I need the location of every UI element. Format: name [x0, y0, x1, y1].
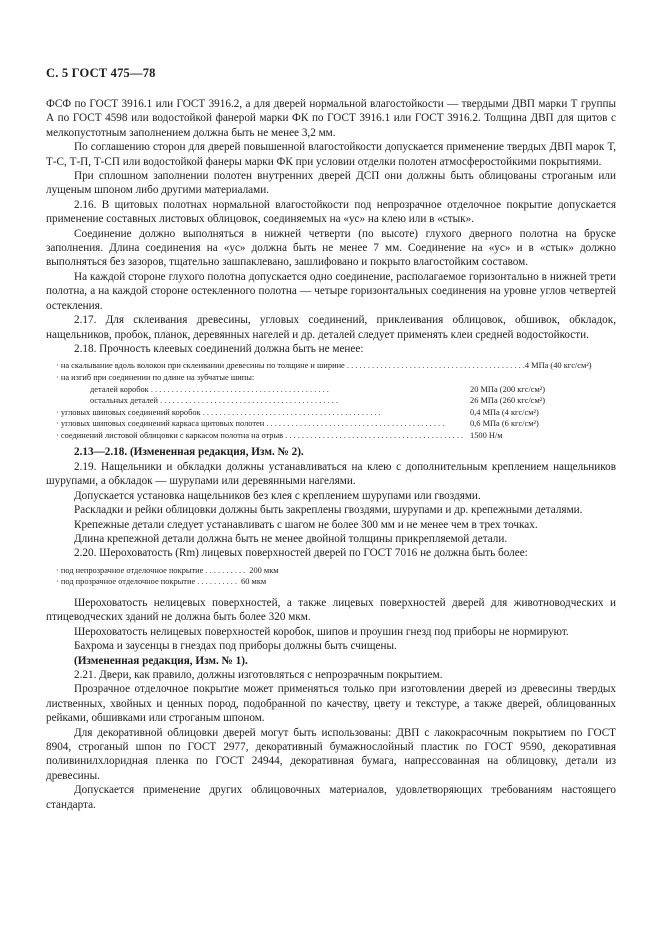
- strength-label: остальных деталей: [90, 396, 158, 406]
- strength-value: 4 МПа (40 кгс/см²): [524, 361, 592, 371]
- paragraph: Шероховатость нелицевых поверхностей коробок, шипов и проушин гнезд под приборы не нормируют.: [74, 625, 569, 638]
- dot-leader: . . . . . . . . . .: [195, 577, 238, 587]
- dot-leader: . . . . . . . . . . . . . . . . . . . . . . . . . . . . . . . . . . . . . . . . . . .: [148, 384, 329, 394]
- paragraph: 2.16. В щитовых полотнах нормальной влагостойкости под непрозрачное отделочное покрытие допускается применение составных листовых облицовок, соединяемых на «ус» на клею или в «стык».: [46, 198, 616, 226]
- strength-row: · на скалывание вдоль волокон при склеивании древесины по толщине и ширине . . . . . . . . . . . . . . . . . . . . . . . . . . . . . . . . . . . . . . . . . . . 4 МПа (40 кгс/см²): [46, 360, 616, 372]
- paragraph: ФСФ по ГОСТ 3916.1 или ГОСТ 3916.2, а для дверей нормальной влагостойкости — твердыми ДВП марки Т группы А по ГОСТ 4598 или водостойкой фанерой марки ФК по ГОСТ 3916.1 или ГОСТ 3916.2. Толщина ДВП для щитов с мелкопустотным заполнением должна быть не менее 3,2 мм.: [46, 98, 616, 139]
- paragraph: Прозрачное отделочное покрытие может применяться только при изготовлении дверей из древесины твердых лиственных, хвойных и ценных пород, подобранной по качеству, цвету и текстуре, а также дверей, облицованных рейками, обшивками или строганым шпоном.: [46, 683, 616, 725]
- roughness-label: под непрозрачное отделочное покрытие: [60, 565, 204, 575]
- strength-row: · на изгиб при соединении по длине на зубчатые шипы:: [56, 372, 255, 382]
- paragraph: 2.21. Двери, как правило, должны изготовляться с непрозрачным покрытием.: [74, 668, 443, 681]
- strength-label: угловых шиповых соединений коробок: [60, 407, 201, 417]
- roughness-row: · под непрозрачное отделочное покрытие . . . . . . . . . . 200 мкм: [56, 565, 279, 575]
- section-d: [46, 668, 616, 812]
- paragraph: Для декоративной облицовки дверей могут быть использованы: ДВП с лакокрасочным покрытием по ГОСТ 8904, строганый шпон по ГОСТ 2977, декоративный бумажнослойный пластик по ГОСТ 9590, декоративная поливинилхлоридная пленка по ГОСТ 24944, декоративная бумага, напрессованная на облицовку, детали из древесины.: [46, 726, 616, 782]
- edition-note-1: 2.13—2.18. (Измененная редакция, Изм. № 2).: [74, 446, 304, 459]
- section-b: [46, 460, 616, 561]
- strength-label: соединений листовой облицовки с каркасом полотна на отрыв: [60, 430, 284, 440]
- section-c: [46, 596, 616, 654]
- strength-label: угловых шиповых соединений каркаса щитовых полотен: [60, 419, 265, 429]
- paragraph: Бахрома и заусенцы в гнездах под приборы должны быть счищены.: [74, 640, 397, 653]
- strength-label: на скалывание вдоль волокон при склеивании древесины по толщине и ширине: [60, 361, 345, 371]
- paragraph: 2.20. Шероховатость (Rm) лицевых поверхностей дверей по ГОСТ 7016 не должна быть более:: [74, 547, 528, 560]
- paragraph: На каждой стороне глухого полотна допускается одно соединение, располагаемое горизонтально в нижней трети полотна, а на каждой стороне остекленного полотна — четыре горизонтальных соединения на уровне углов четвертей остекления.: [46, 270, 616, 312]
- paragraph: 2.18. Прочность клеевых соединений должна быть не менее:: [74, 342, 364, 355]
- strength-label: деталей коробок: [90, 384, 149, 394]
- paragraph: Крепежные детали следует устанавливать с шагом не более 300 мм и не менее чем в трех точках.: [74, 518, 538, 531]
- paragraph: 2.17. Для склеивания древесины, угловых соединений, приклеивания облицовок, обшивок, обкладок, нащельников, пробок, планок, деревянных нагелей и др. деталей следует применять клеи средней водостойкости.: [46, 314, 616, 341]
- document-body: [46, 97, 616, 812]
- roughness-value: 200 мкм: [249, 565, 279, 575]
- strength-value: 0,4 МПа (4 кгс/см²): [470, 407, 539, 417]
- dot-leader: . . . . . . . . . . . . . . . . . . . . . . . . . . . . . . . . . . . . . . . . . . .: [264, 419, 445, 429]
- strength-row: [46, 384, 616, 396]
- strength-value: 0,6 МПа (6 кгс/см²): [470, 419, 539, 429]
- paragraph: Соединение должно выполняться в нижней четверти (по высоте) глухого дверного полотна на бруске заполнения. Длина соединения на «ус» должна быть не менее 7 мм. Соединение на «ус» и в «стык» должно выполняться без зазоров, тщательно зашпаклевано, зашлифовано и покрыто влагостойким составом.: [46, 227, 616, 269]
- strength-row: · соединений листовой облицовки с каркасом полотна на отрыв . . . . . . . . . . . . . . . . . . . . . . . . . . . . . . . . . . . . . . . . . . . 1500 Н/м: [46, 430, 616, 442]
- strength-row: [46, 395, 616, 407]
- strength-row: · угловых шиповых соединений коробок . . . . . . . . . . . . . . . . . . . . . . . . . . . . . . . . . . . . . . . . . . . 0,4 МПа (4 кгс/см²): [46, 407, 616, 419]
- strength-value: 20 МПа (200 кгс/см²): [470, 384, 546, 394]
- page-header: С. 5 ГОСТ 475—78: [46, 66, 156, 80]
- strength-table: [46, 360, 616, 441]
- dot-leader: . . . . . . . . . . . . . . . . . . . . . . . . . . . . . . . . . . . . . . . . . . .: [157, 396, 339, 406]
- section-a: [46, 97, 616, 356]
- paragraph: Допускается установка нащельников без клея с креплением шурупами или гвоздями.: [74, 489, 481, 502]
- paragraph: Длина крепежной детали должна быть не менее двойной толщины прикрепляемой детали.: [74, 532, 508, 545]
- paragraph: Раскладки и рейки облицовки должны быть закреплены гвоздями, шурупами и др. крепежными деталями.: [74, 504, 583, 517]
- strength-value: 1500 Н/м: [470, 430, 503, 440]
- strength-row: · угловых шиповых соединений каркаса щитовых полотен . . . . . . . . . . . . . . . . . . . . . . . . . . . . . . . . . . . . . . . . . . . 0,6 МПа (6 кгс/см²): [46, 418, 616, 430]
- edition-note-2: (Измененная редакция, Изм. № 1).: [74, 654, 248, 667]
- paragraph: По соглашению сторон для дверей повышенной влагостойкости допускается применение твердых ДВП марок Т, Т-С, Т-П, Т-СП или водостойкой фанеры марки ФК при условии отделки полотен атмосферостойкими покрытиями.: [46, 141, 616, 168]
- paragraph: При сплошном заполнении полотен внутренних дверей ДСП они должны быть облицованы строганым или лущеным шпоном либо другими материалами.: [46, 170, 616, 197]
- paragraph: Допускается применение других облицовочных материалов, удовлетворяющих требованиям настоящего стандарта.: [46, 784, 616, 811]
- roughness-label: под прозрачное отделочное покрытие: [60, 577, 196, 587]
- roughness-value: 60 мкм: [241, 577, 267, 587]
- dot-leader: . . . . . . . . . .: [203, 565, 246, 575]
- strength-label: на изгиб при соединении по длине на зубчатые шипы:: [60, 372, 255, 382]
- dot-leader: . . . . . . . . . . . . . . . . . . . . . . . . . . . . . . . . . . . . . . . . . . .: [200, 407, 381, 417]
- dot-leader: . . . . . . . . . . . . . . . . . . . . . . . . . . . . . . . . . . . . . . . . . . .: [344, 361, 525, 371]
- paragraph: 2.19. Нащельники и обкладки должны устанавливаться на клею с дополнительным креплением нащельников шурупами, а обкладок — шурупами или деревянными нагелями.: [46, 460, 616, 488]
- roughness-table: [46, 565, 616, 588]
- paragraph: Шероховатость нелицевых поверхностей, а также лицевых поверхностей дверей для животноводческих и птицеводческих зданий не должна быть более 320 мкм.: [46, 596, 616, 624]
- dot-leader: . . . . . . . . . . . . . . . . . . . . . . . . . . . . . . . . . . . . . . . . . . .: [283, 430, 464, 440]
- roughness-row: · под прозрачное отделочное покрытие . . . . . . . . . . 60 мкм: [56, 577, 267, 587]
- strength-value: 26 МПа (260 кгс/см²): [470, 396, 546, 406]
